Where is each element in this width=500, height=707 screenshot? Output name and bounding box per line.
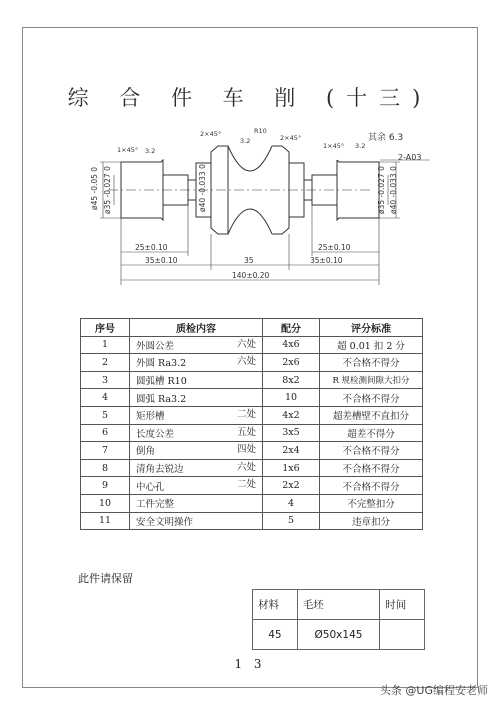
row-number: 4 [81,389,130,407]
row-content [130,442,263,460]
row-item: 矩形槽 [136,411,165,423]
material-table [252,589,425,650]
chamfer-shoulder-right: 2×45° [280,134,302,142]
row-location: 六处 [236,356,256,368]
dim-length-35-right: 35±0.10 [310,256,343,265]
row-content [130,371,263,389]
row-number: 2 [81,354,130,372]
technical-drawing [0,0,500,300]
row-item: 倒角 [136,446,156,458]
row-standard: 不完整扣分 [320,494,423,512]
row-item: 外圆 Ra3.2 [136,358,187,370]
dim-length-total: 140±0.20 [232,271,270,280]
row-score: 1x6 [263,459,320,477]
row-score: 4x2 [263,406,320,424]
material-value-row [253,620,425,650]
table-row [81,512,423,530]
row-location: 四处 [236,444,256,456]
table-row [81,389,423,407]
roughness-other: 其余 6.3 [368,133,404,143]
row-score: 2x4 [263,442,320,460]
row-standard: 不合格不得分 [320,389,423,407]
row-number: 10 [81,494,130,512]
row-number: 1 [81,336,130,354]
row-score: 2x2 [263,477,320,495]
chamfer-left: 1×45° [117,146,139,154]
chamfer-shoulder-left: 2×45° [200,130,222,138]
row-number: 8 [81,459,130,477]
header-score: 配分 [263,319,320,337]
table-row [81,442,423,460]
row-location: 二处 [236,479,256,491]
grading-table [80,318,423,530]
row-number: 5 [81,406,130,424]
table-row [81,494,423,512]
roughness-left: 3.2 [145,147,156,155]
row-standard: 违章扣分 [320,512,423,530]
row-item: 安全文明操作 [136,516,194,528]
row-standard: 超 0.01 扣 2 分 [320,336,423,354]
row-number: 11 [81,512,130,530]
row-content [130,424,263,442]
row-content [130,336,263,354]
retain-note: 此件请保留 [78,572,133,585]
table-row [81,336,423,354]
dim-length-35-mid: 35 [244,256,254,265]
row-standard: 不合格不得分 [320,354,423,372]
dim-diameter-35-left: ø35 -0.027 0 [103,166,112,214]
page-title: 综 合 件 车 削 (十三) [67,86,433,110]
row-content [130,512,263,530]
material-header: 材料 [253,590,298,620]
material-value: 45 [253,620,298,650]
row-content [130,406,263,424]
row-standard: 不合格不得分 [320,459,423,477]
row-location: 二处 [236,408,256,420]
grading-header-row [81,319,423,337]
row-content [130,354,263,372]
row-standard: 不合格不得分 [320,477,423,495]
page-number: 1 3 [234,657,266,671]
row-score: 10 [263,389,320,407]
blank-value: Ø50x145 [297,620,379,650]
watermark: 头条 @UG编程安老师 [379,684,488,697]
arc-radius-label: R10 [254,127,267,135]
row-score: 8x2 [263,371,320,389]
row-standard: R 规检测间隙大扣分 [320,371,423,389]
chamfer-right: 1×45° [323,142,345,150]
row-item: 工件完整 [136,499,175,511]
material-header-row [253,590,425,620]
header-number: 序号 [81,319,130,337]
dim-diameter-40-right: ø40 -0.033 0 [389,166,398,214]
row-item: 圆弧 Ra3.2 [136,393,187,405]
roughness-right: 3.2 [355,142,366,150]
roughness-mid: 3.2 [240,137,251,145]
row-item: 圆弧槽 R10 [136,376,187,388]
time-value [380,620,425,650]
dim-diameter-40-left: ø40 -0.033 0 [198,164,207,212]
row-standard: 不合格不得分 [320,442,423,460]
time-header: 时间 [380,590,425,620]
row-item: 长度公差 [136,428,175,440]
row-number: 7 [81,442,130,460]
row-item: 清角去锐边 [136,464,184,476]
table-row [81,424,423,442]
row-content [130,477,263,495]
table-row [81,406,423,424]
row-number: 6 [81,424,130,442]
row-score: 3x5 [263,424,320,442]
table-row [81,459,423,477]
row-number: 3 [81,371,130,389]
row-location: 六处 [236,338,256,350]
row-score: 2x6 [263,354,320,372]
table-row [81,371,423,389]
row-standard: 超差不得分 [320,424,423,442]
row-score: 4 [263,494,320,512]
row-content [130,459,263,477]
dim-diameter-35-right: ø35 -0.027 0 [377,166,386,214]
row-item: 外圆公差 [136,340,175,352]
row-location: 五处 [236,426,256,438]
row-number: 9 [81,477,130,495]
dim-length-25-right: 25±0.10 [318,243,351,252]
row-content [130,389,263,407]
table-row [81,354,423,372]
dim-length-25-left: 25±0.10 [135,243,168,252]
part-outline [108,146,379,234]
header-standard: 评分标准 [320,319,423,337]
row-item: 中心孔 [136,481,165,493]
dim-length-35-left: 35±0.10 [145,256,178,265]
row-score: 5 [263,512,320,530]
header-content: 质检内容 [130,319,263,337]
row-standard: 超差槽壁不直扣分 [320,406,423,424]
row-location: 六处 [236,461,256,473]
center-hole-label: 2-A03 [398,153,422,162]
table-row [81,477,423,495]
dim-diameter-45: ø45 -0.05 0 [90,166,99,210]
row-content [130,494,263,512]
row-score: 4x6 [263,336,320,354]
blank-header: 毛坯 [297,590,379,620]
